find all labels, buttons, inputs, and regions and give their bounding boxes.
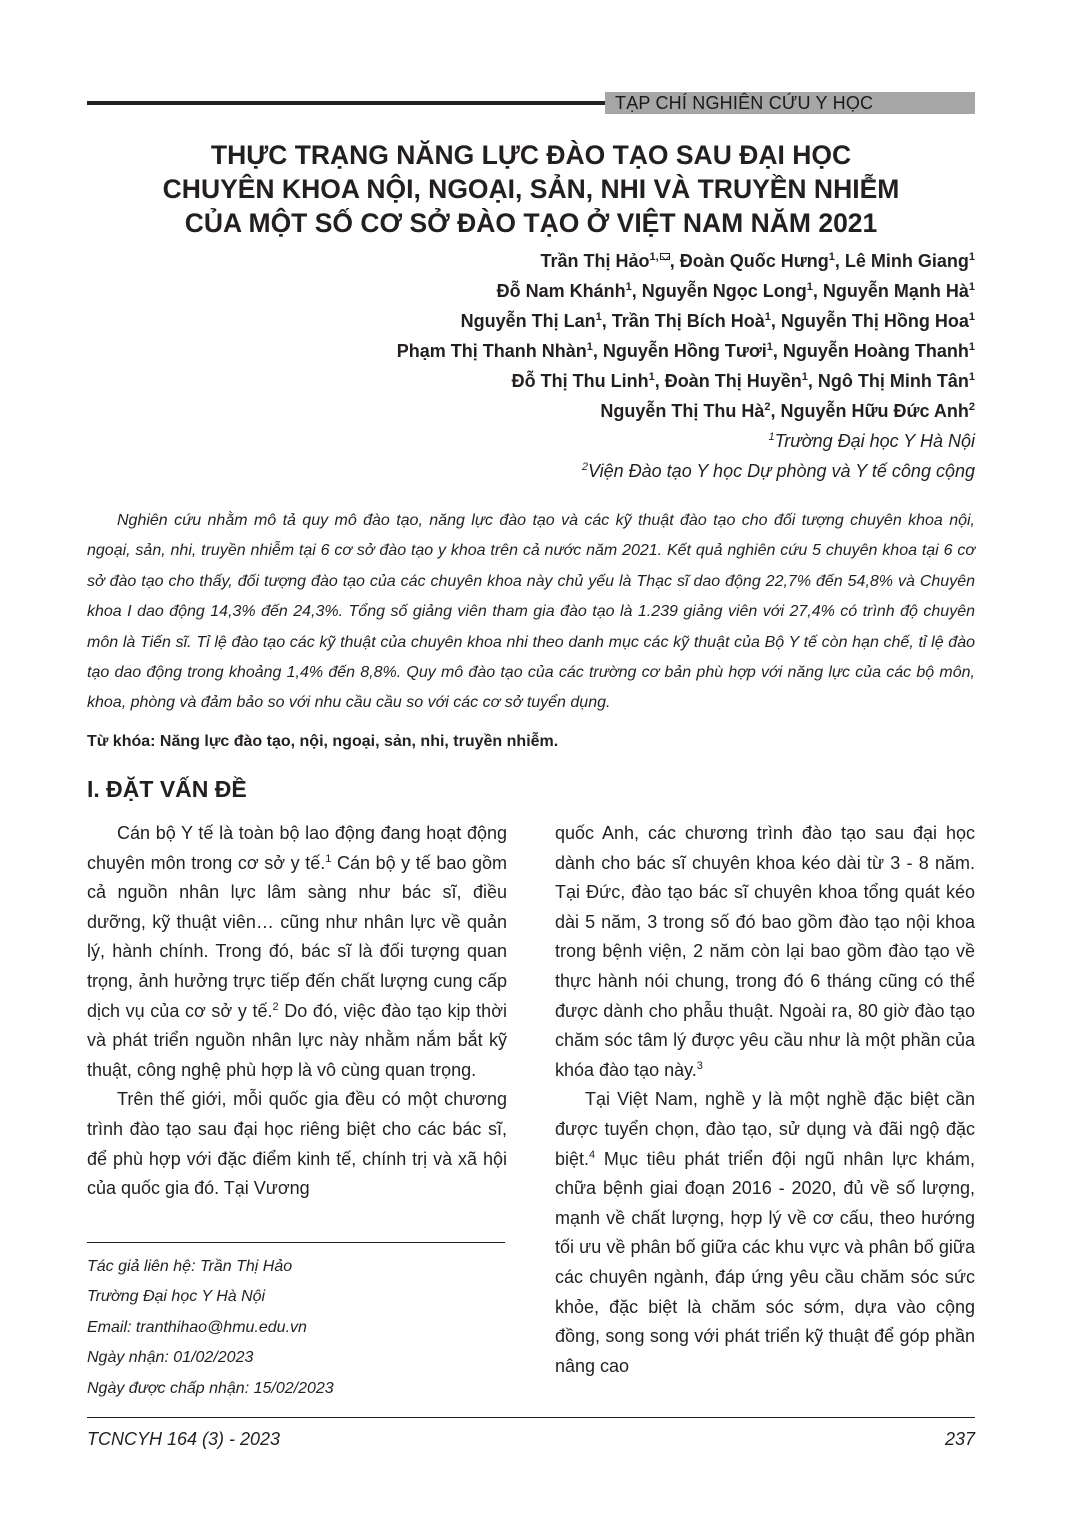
footnote-contact: Tác giả liên hệ: Trần Thị Hảo [87,1258,293,1275]
header-rule [87,101,607,105]
author-name: , Nguyễn Mạnh Hà [812,281,969,301]
author-line-4 [397,336,975,366]
author-affil-sup: 1 [625,281,632,293]
correspondence-footnote [87,1252,334,1404]
author-name: Đỗ Thị Thu Linh [511,371,649,391]
author-affil-sup: 1 [968,251,975,263]
author-name: , Nguyễn Thị Hồng Hoa [770,311,969,331]
author-block [397,246,975,486]
page-number: 237 [944,1429,975,1449]
citation-sup: 3 [696,1059,703,1072]
footnote-received: Ngày nhận: 01/02/2023 [87,1349,254,1367]
author-affil-sup: 1 [595,311,602,323]
author-affil-sup: 1 [968,281,975,293]
author-name: , Ngô Thị Minh Tân [807,371,969,391]
author-name: , Đoàn Quốc Hưng [669,251,829,271]
author-affil-sup: 1 [586,341,593,353]
affil-text: Trường Đại học Y Hà Nội [774,431,975,451]
left-column [87,819,507,1204]
paragraph [87,819,507,1085]
paragraph [555,1085,975,1381]
affil-sup: 2 [581,461,588,473]
author-line-5 [397,366,975,396]
citation-sup: 4 [589,1148,596,1161]
author-name: Nguyễn Thị Lan [460,311,596,331]
footer-rule [87,1417,975,1418]
author-line-3 [397,306,975,336]
author-affil-sup: 1 [648,371,655,383]
author-name: , Lê Minh Giang [834,251,969,271]
author-line-6 [397,396,975,426]
author-name: , Đoàn Thị Huyền [654,371,802,391]
text-run: Mục tiêu phát triển đội ngũ nhân lực khám, chữa bệnh giai đoạn 2016 - 2020, đủ về số lượng, mạnh về chất lượng, hợp lý về cơ cấu, theo hướng tối ưu về phân bố giữa các khu vực và phân bố giữa các chuyên ngành, đáp ứng yêu cầu chăm sóc sức khỏe, đặc biệt là chăm sóc sớm, dựa vào cộng đồng, song song với phát triển kỹ thuật để góp phần nâng cao [555,1148,975,1376]
keywords: Từ khóa: Năng lực đào tạo, nội, ngoại, sản, nhi, truyền nhiễm. [87,733,559,750]
title-line-1: THỰC TRẠNG NĂNG LỰC ĐÀO TẠO SAU ĐẠI HỌC [210,140,852,170]
affil-sup: 1 [768,431,775,443]
author-affil-sup: 1 [806,281,813,293]
author-name: , Nguyễn Ngọc Long [631,281,807,301]
author-line-2 [397,276,975,306]
title-line-3: CỦA MỘT SỐ CƠ SỞ ĐÀO TẠO Ở VIỆT NAM NĂM 2021 [184,208,878,238]
author-line-1 [397,246,975,276]
affil-text: Viện Đào tạo Y học Dự phòng và Y tế công cộng [587,461,975,481]
author-name: , Trần Thị Bích Hoà [601,311,765,331]
author-affil-sup: 1 [968,341,975,353]
affiliation-2 [397,456,975,486]
author-name: , Nguyễn Hữu Đức Anh [770,401,969,421]
author-affil-sup: 1 [968,311,975,323]
author-name: Phạm Thị Thanh Nhàn [396,341,587,361]
header-box [605,92,975,114]
text-run: Do đó, việc đào tạo kịp thời và phát triển nguồn nhân lực này nhằm nắm bắt kỹ thuật, công nghệ phù hợp là vô cùng quan trọng. [87,1000,507,1080]
journal-name: TẠP CHÍ NGHIÊN CỨU Y HỌC [615,93,874,113]
paragraph: Trên thế giới, mỗi quốc gia đều có một chương trình đào tạo sau đại học riêng biệt cho các bác sĩ, để phù hợp với đặc điểm kinh tế, chính trị và xã hội của quốc gia đó. Tại Vương [87,1089,507,1199]
journal-issue: TCNCYH 164 (3) - 2023 [87,1429,281,1449]
author-name: Nguyễn Thị Thu Hà [600,401,765,421]
journal-header [87,92,975,114]
footnote-accepted: Ngày được chấp nhận: 15/02/2023 [87,1379,334,1397]
title-line-2: CHUYÊN KHOA NỘI, NGOẠI, SẢN, NHI VÀ TRUYỀN NHIỄM [162,174,900,204]
text-run: Cán bộ y tế bao gồm cả nguồn nhân lực lâm sàng như bác sĩ, điều dưỡng, kỹ thuật viên… cũng như nhân lực về quản lý, hành chính. Trong đó, bác sĩ là đối tượng quan trọng, ảnh hưởng trực tiếp đến chất lượng cung cấp dịch vụ của cơ sở y tế. [87,852,508,1021]
mail-icon [660,253,670,260]
author-name: Đỗ Nam Khánh [496,281,626,301]
citation-sup: 1 [325,852,332,865]
text-run: Cán bộ Y tế là toàn bộ lao động đang hoạt động chuyên môn trong cơ sở y tế. [87,823,507,873]
text-run: Tại Việt Nam, nghề y là một nghề đặc biệt cần được tuyển chọn, đào tạo, sử dụng và đãi ngộ đặc biệt. [555,1089,975,1169]
author-name: , Nguyễn Hoàng Thanh [772,341,969,361]
right-column [555,819,975,1381]
author-affil-sup: 1, [649,251,659,263]
author-affil-sup: 1 [764,311,771,323]
footnote-rule [87,1242,505,1243]
text-run: quốc Anh, các chương trình đào tạo sau đại học dành cho bác sĩ chuyên khoa kéo dài từ 3 - 8 năm. Tại Đức, đào tạo bác sĩ chuyên khoa tổng quát kéo dài 5 năm, 3 trong số đó bao gồm đào tạo nội khoa trong bệnh viện, 2 năm còn lại bao gồm đào tạo về thực hành nói chung, trong đó 6 tháng cũng có thể được dành cho phẫu thuật. Ngoài ra, 80 giờ đào tạo chăm sóc tâm lý được yêu cầu như là một phần của khóa đào tạo này. [555,823,975,1080]
author-affil-sup: 1 [801,371,808,383]
author-name: , Nguyễn Hồng Tươi [592,341,767,361]
paragraph [555,819,975,1085]
affiliation-1 [397,426,975,456]
author-name: Trần Thị Hảo [540,251,650,271]
author-affil-sup: 2 [968,401,975,413]
section-heading: I. ĐẶT VẤN ĐỀ [87,776,247,802]
footnote-email: Email: tranthihao@hmu.edu.vn [87,1318,307,1336]
author-affil-sup: 2 [764,401,771,413]
author-affil-sup: 1 [828,251,835,263]
footnote-institution: Trường Đại học Y Hà Nội [87,1288,266,1306]
abstract: Nghiên cứu nhằm mô tả quy mô đào tạo, năng lực đào tạo và các kỹ thuật đào tạo cho đối tượng chuyên khoa nội, ngoại, sản, nhi, truyền nhiễm tại 6 cơ sở đào tạo y khoa trên cả nước năm 2021. Kết quả nghiên cứu 5 chuyên khoa tại 6 cơ sở đào tạo cho thấy, đối tượng đào tạo của các chuyên khoa này chủ yếu là Thạc sĩ dao động 22,7% đến 54,8% và Chuyên khoa I dao động 14,3% đến 24,3%. Tổng số giảng viên tham gia đào tạo là 1.239 giảng viên với 27,4% có trình độ chuyên môn là Tiến sĩ. Tỉ lệ đào tạo các kỹ thuật của chuyên khoa nhi theo danh mục các kỹ thuật của Bộ Y tế còn hạn chế, tỉ lệ đào tạo dao động trong khoảng 1,4% đến 8,8%. Quy mô đào tạo của các trường cơ bản phù hợp với năng lực của các bộ môn, khoa, phòng và đảm bảo so với nhu cầu cầu so với các cơ sở tuyển dụng. [87,512,975,712]
article-title [87,138,975,240]
author-affil-sup: 1 [968,371,975,383]
citation-sup: 2 [272,1000,279,1013]
author-affil-sup: 1 [766,341,773,353]
